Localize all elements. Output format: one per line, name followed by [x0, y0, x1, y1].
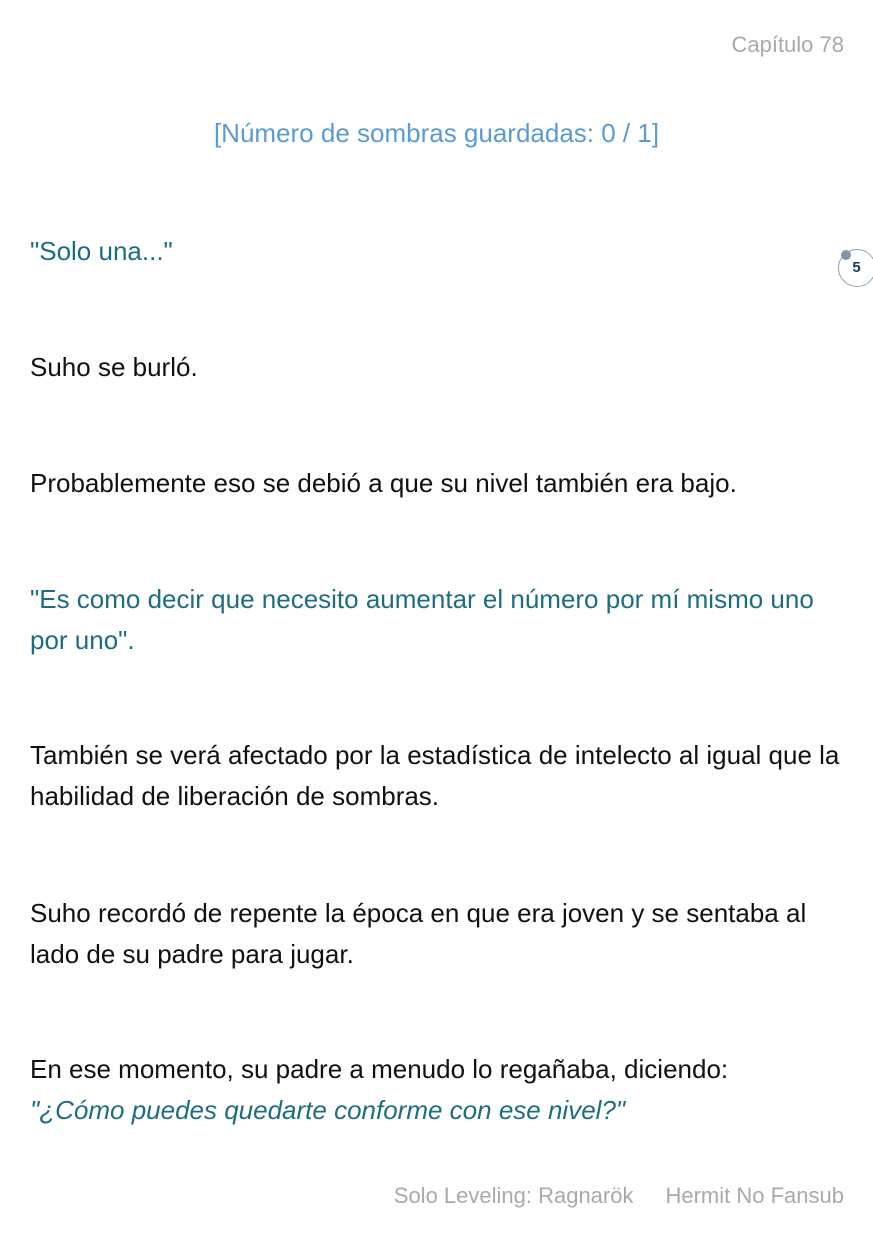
narration-paragraph: Probablemente eso se debió a que su nivel también era bajo. [30, 468, 737, 498]
dialogue-paragraph: "Es como decir que necesito aumentar el número por mí mismo uno por uno". [30, 584, 814, 655]
thought-paragraph: "¿Cómo puedes quedarte conforme con ese nivel?" [30, 1095, 626, 1125]
narration-paragraph: En ese momento, su padre a menudo lo regañaba, diciendo: [30, 1054, 729, 1084]
narration-paragraph: Suho se burló. [30, 352, 198, 382]
system-message: [Número de sombras guardadas: 0 / 1] [213, 118, 660, 148]
narration-paragraph: Suho recordó de repente la época en que era joven y se sentaba al lado de su padre para jugar. [30, 898, 807, 969]
chapter-label: Capítulo 78 [731, 32, 844, 57]
footer [394, 1183, 844, 1209]
dialogue-paragraph: "Solo una..." [30, 236, 173, 266]
page-marker-number: 5 [852, 259, 861, 276]
page-marker[interactable] [838, 249, 873, 287]
narration-paragraph: También se verá afectado por la estadística de intelecto al igual que la habilidad de liberación de sombras. [30, 740, 840, 811]
footer-book-title: Solo Leveling: Ragnarök [393, 1183, 634, 1208]
footer-translator: Hermit No Fansub [665, 1183, 844, 1208]
